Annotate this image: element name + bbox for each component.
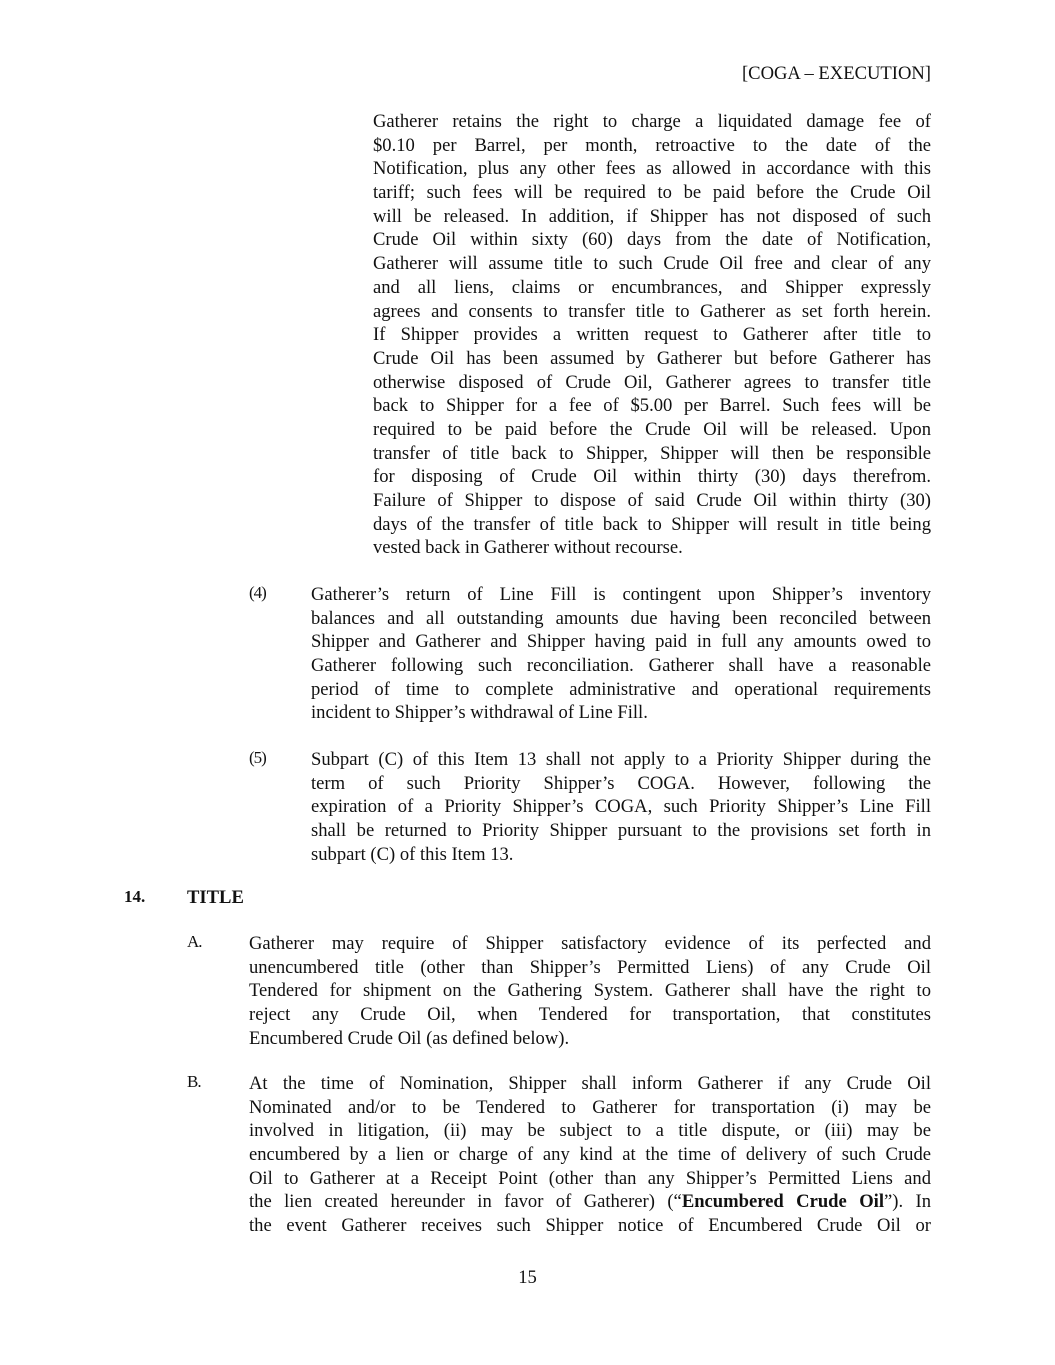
text-line: otherwise disposed of Crude Oil, Gatherer agrees to transfer title (373, 371, 931, 393)
text-line: subpart (C) of this Item 13. (311, 843, 514, 865)
text-line: Subpart (C) of this Item 13 shall not apply to a Priority Shipper during the (311, 749, 931, 770)
text-line: transfer of title back to Shipper, Shipper will then be responsible (373, 442, 931, 464)
item-5-text (311, 748, 931, 866)
text-line: involved in litigation, (ii) may be subject to a title dispute, or (iii) may be (249, 1120, 931, 1142)
section-number: 14. (124, 887, 146, 906)
text-line: $0.10 per Barrel, per month, retroactive to the date of the (373, 134, 931, 156)
text-line: Crude Oil has been assumed by Gatherer but before Gatherer has (373, 347, 931, 369)
text-line: Oil to Gatherer at a Receipt Point (other than any Shipper’s Permitted Liens and (249, 1167, 931, 1189)
text-line: Gatherer’s return of Line Fill is contingent upon Shipper’s inventory (311, 584, 931, 605)
page-number: 15 (518, 1267, 537, 1288)
text-line: will be released. In addition, if Shipper has not disposed of such (373, 205, 931, 227)
text-line: encumbered by a lien or charge of any kind at the time of delivery of such Crude (249, 1144, 931, 1166)
text-line: Gatherer may require of Shipper satisfactory evidence of its perfected and (249, 933, 931, 954)
item-4-number: (4) (249, 583, 266, 602)
document-header: [COGA – EXECUTION] (741, 63, 931, 84)
text-line: Encumbered Crude Oil (as defined below). (249, 1027, 570, 1049)
text-line: reject any Crude Oil, when Tendered for transportation, that constitutes (249, 1004, 931, 1026)
text-fragment: the lien created hereunder in favor of Gatherer) (“ (249, 1191, 682, 1213)
text-line: Gatherer will assume title to such Crude Oil free and clear of any (373, 253, 931, 275)
text-line: expiration of a Priority Shipper’s COGA, such Priority Shipper’s Line Fill (311, 796, 931, 818)
text-line: Tendered for shipment on the Gathering System. Gatherer shall have the right to (249, 980, 931, 1002)
defined-term: Encumbered Crude Oil (681, 1191, 884, 1213)
text-line: At the time of Nomination, Shipper shall inform Gatherer if any Crude Oil (249, 1073, 931, 1094)
text-line: term of such Priority Shipper’s COGA. However, following the (311, 772, 931, 794)
text-fragment: ”). In (884, 1191, 932, 1213)
text-line: and all liens, claims or encumbrances, and Shipper expressly (373, 276, 931, 298)
text-line: the event Gatherer receives such Shipper notice of Encumbered Crude Oil or (249, 1215, 931, 1237)
item-5-number: (5) (249, 748, 266, 767)
text-line: period of time to complete administrative and operational requirements (311, 678, 931, 700)
text-line: If Shipper provides a written request to Gatherer after title to (373, 324, 931, 346)
text-line: agrees and consents to transfer title to Gatherer as set forth herein. (373, 300, 931, 322)
text-line: days of the transfer of title back to Shipper will result in title being (373, 513, 931, 535)
item-a-label: A. (187, 932, 202, 951)
item-b-text (249, 1072, 931, 1238)
text-line: Crude Oil within sixty (60) days from the date of Notification, (373, 229, 931, 251)
item-4-text (311, 583, 931, 725)
text-line: Nominated and/or to be Tendered to Gatherer for transportation (i) may be (249, 1096, 931, 1118)
text-line: shall be returned to Priority Shipper pursuant to the provisions set forth in (311, 820, 931, 842)
section-title: TITLE (187, 887, 244, 908)
paragraph-continuation (373, 110, 931, 560)
text-line (249, 1190, 931, 1214)
text-line: incident to Shipper’s withdrawal of Line Fill. (311, 702, 648, 724)
text-line: unencumbered title (other than Shipper’s Permitted Liens) of any Crude Oil (249, 956, 931, 978)
text-line: Notification, plus any other fees as allowed in accordance with this (373, 158, 931, 180)
text-line: balances and all outstanding amounts due having been reconciled between (311, 607, 931, 629)
text-line: for disposing of Crude Oil within thirty (30) days therefrom. (373, 466, 931, 488)
text-line: back to Shipper for a fee of $5.00 per Barrel. Such fees will be (373, 395, 931, 417)
text-line: required to be paid before the Crude Oil will be released. Upon (373, 418, 931, 440)
text-line: Gatherer following such reconciliation. Gatherer shall have a reasonable (311, 655, 931, 677)
text-line: Shipper and Gatherer and Shipper having paid in full any amounts owed to (311, 631, 931, 653)
text-line: tariff; such fees will be required to be paid before the Crude Oil (373, 182, 931, 204)
item-a-text (249, 932, 931, 1050)
text-line: Gatherer retains the right to charge a liquidated damage fee of (373, 111, 931, 132)
text-line: vested back in Gatherer without recourse. (373, 537, 683, 559)
text-line: Failure of Shipper to dispose of said Crude Oil within thirty (30) (373, 490, 931, 511)
item-b-label: B. (187, 1072, 201, 1091)
